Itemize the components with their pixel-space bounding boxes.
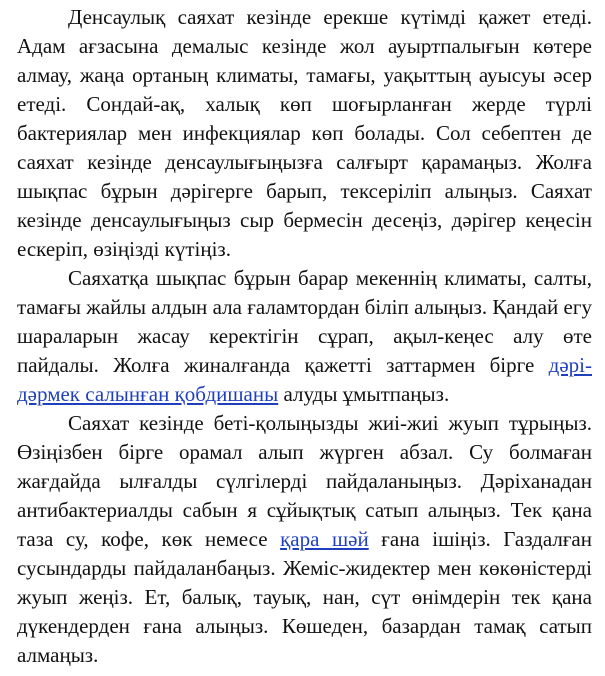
- paragraph-text: алуды ұмытпаңыз.: [278, 382, 450, 406]
- paragraph-text: Саяхатқа шықпас бұрын барар мекеннің климаты, салты, тамағы жайлы алдын ала ғаламтордан біліп алыңыз. Қандай егу шараларын жасау керектігін сұрап, ақыл-кеңес алу өте пайдалы. Жолға жиналғанда қажетті заттармен бірге: [17, 266, 592, 377]
- paragraph-health-care: [17, 3, 592, 264]
- paragraph-text: Денсаулық саяхат кезінде ерекше күтімді қажет етеді. Адам ағзасына демалыс кезінде жол ауыртпалығын көтере алмау, жаңа ортаның климаты, тамағы, уақыттың ауысуы әсер етеді. Сондай-ақ, халық көп шоғырланған жерде түрлі бактериялар мен инфекциялар көп болады. Сол себептен де саяхат кезінде денсаулығыңызға салғырт қарамаңыз. Жолға шықпас бұрын дәрігерге барып, тексеріліп алыңыз. Саяхат кезінде денсаулығыңыз сыр бермесін десеңіз, дәрігер кеңесін ескеріп, өзіңізді күтіңіз.: [17, 5, 592, 261]
- paragraph-preparation: [17, 264, 592, 409]
- paragraph-text: ғана ішіңіз. Газдалған сусындарды пайдаланбаңыз. Жеміс-жидектер мен көкөністерді жуып жеңіз. Ет, балық, тауық, нан, сүт өнімдерін тек қана дүкендерден ғана алыңыз. Көшеден, базардан тамақ сатып алмаңыз.: [17, 527, 592, 667]
- first-aid-kit-link[interactable]: дәрі-дәрмек салынған қобдишаны: [17, 353, 592, 406]
- paragraph-text: Саяхат кезінде беті-қолыңызды жиі-жиі жуып тұрыңыз. Өзіңізбен бірге орамал алып жүрген абзал. Су болмаған жағдайда ылғалды сүлгілерді пайдаланыңыз. Дәріханадан антибактериалды сабын я сұйықтық сатып алыңыз. Тек қана таза су, кофе, көк немесе: [17, 411, 592, 551]
- paragraph-hygiene: [17, 409, 592, 670]
- black-tea-link[interactable]: қара шәй: [280, 527, 369, 551]
